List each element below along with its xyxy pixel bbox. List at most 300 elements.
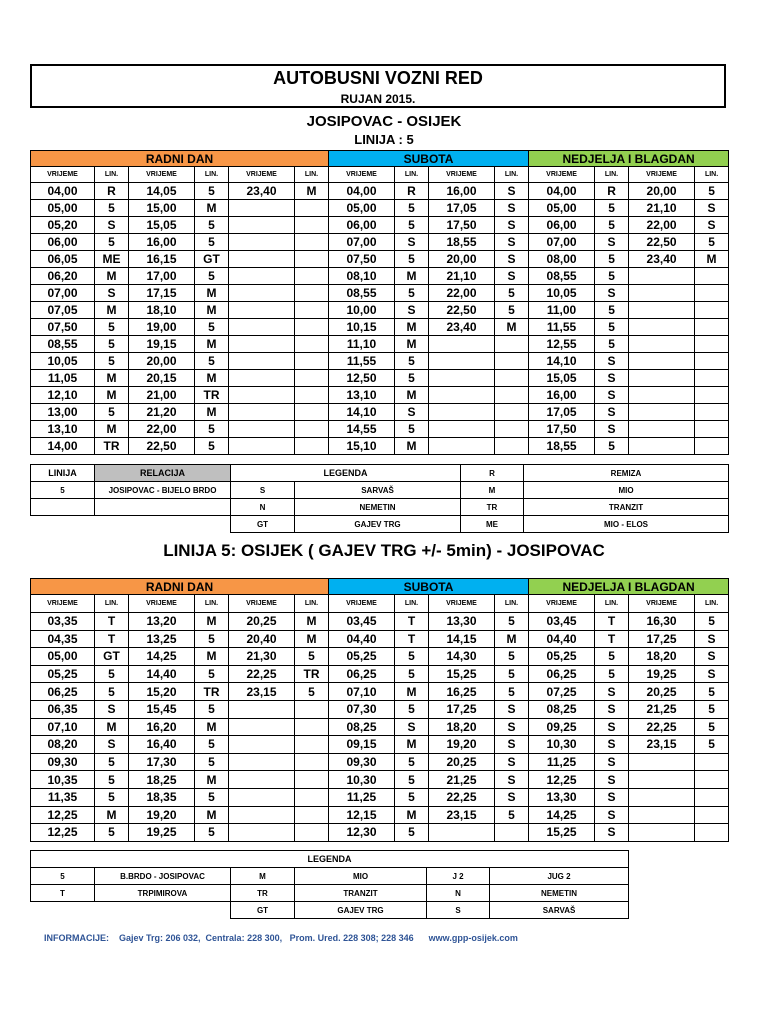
line-code: [695, 353, 729, 370]
line-code: S: [395, 302, 429, 319]
line-code: 5: [595, 251, 629, 268]
col-time: VRIJEME: [31, 167, 95, 183]
table-row: [31, 217, 729, 234]
departure-time: [629, 319, 695, 336]
departure-time: 15,00: [129, 200, 195, 217]
departure-time: 15,20: [129, 683, 195, 701]
col-time: VRIJEME: [429, 167, 495, 183]
departure-time: 20,25: [429, 753, 495, 771]
departure-time: 18,20: [629, 648, 695, 666]
line-code: 5: [595, 217, 629, 234]
line-code: [695, 285, 729, 302]
departure-time: 22,50: [429, 302, 495, 319]
departure-time: 15,45: [129, 700, 195, 718]
line-code: [295, 788, 329, 806]
departure-time: 06,35: [31, 700, 95, 718]
table-row: [31, 700, 729, 718]
departure-time: 05,00: [529, 200, 595, 217]
departure-time: 04,00: [31, 183, 95, 200]
col-line: LIN.: [395, 595, 429, 613]
line-code: [695, 824, 729, 842]
departure-time: 05,00: [31, 648, 95, 666]
line-code: M: [395, 683, 429, 701]
departure-time: 03,45: [329, 613, 395, 631]
line-code: S: [95, 285, 129, 302]
departure-time: 14,00: [31, 438, 95, 455]
departure-time: 23,15: [429, 806, 495, 824]
line-code: M: [395, 319, 429, 336]
legend-code: S: [427, 902, 490, 919]
departure-time: 15,05: [529, 370, 595, 387]
departure-time: 08,20: [31, 736, 95, 754]
route-title: JOSIPOVAC - OSIJEK: [306, 113, 462, 130]
line-code: [295, 438, 329, 455]
departure-time: [229, 387, 295, 404]
table-row: [31, 285, 729, 302]
departure-time: 20,00: [429, 251, 495, 268]
legend-code: N: [231, 499, 295, 516]
departure-time: 14,05: [129, 183, 195, 200]
line-code: 5: [395, 753, 429, 771]
departure-time: [629, 824, 695, 842]
table-row: [31, 370, 729, 387]
line-code: T: [395, 630, 429, 648]
table-row: [31, 683, 729, 701]
line-code: S: [595, 806, 629, 824]
line-code: [695, 771, 729, 789]
departure-time: 13,10: [31, 421, 95, 438]
departure-time: 23,40: [229, 183, 295, 200]
line-code: 5: [95, 753, 129, 771]
col-line: LIN.: [695, 167, 729, 183]
line-code: S: [695, 665, 729, 683]
col-line: LIN.: [95, 167, 129, 183]
line-code: [495, 438, 529, 455]
departure-time: 19,20: [129, 806, 195, 824]
departure-time: 10,00: [329, 302, 395, 319]
line-code: S: [595, 421, 629, 438]
line-code: 5: [195, 753, 229, 771]
line-code: S: [495, 736, 529, 754]
departure-time: 18,25: [129, 771, 195, 789]
table-row: [31, 421, 729, 438]
line-code: [295, 302, 329, 319]
line-code: 5: [195, 234, 229, 251]
line-code: 5: [95, 771, 129, 789]
line-code: S: [595, 771, 629, 789]
legend-code: T: [31, 885, 95, 902]
legend-line-number: 5: [31, 482, 95, 499]
line-code: [695, 387, 729, 404]
departure-time: 19,15: [129, 336, 195, 353]
departure-time: 14,10: [529, 353, 595, 370]
line-code: M: [195, 613, 229, 631]
line-code: S: [595, 736, 629, 754]
departure-time: [629, 336, 695, 353]
departure-time: 18,35: [129, 788, 195, 806]
line-code: S: [495, 234, 529, 251]
line-code: M: [295, 630, 329, 648]
line-code: 5: [195, 353, 229, 370]
line-code: M: [95, 806, 129, 824]
departure-time: 12,25: [31, 806, 95, 824]
departure-time: 06,25: [31, 683, 95, 701]
line-code: 5: [395, 251, 429, 268]
line-code: M: [195, 718, 229, 736]
departure-time: [229, 788, 295, 806]
line-code: M: [95, 268, 129, 285]
departure-time: 10,05: [529, 285, 595, 302]
line-code: 5: [95, 683, 129, 701]
line-code: 5: [95, 353, 129, 370]
departure-time: 13,25: [129, 630, 195, 648]
departure-time: 22,00: [429, 285, 495, 302]
line-code: 5: [495, 665, 529, 683]
departure-time: 08,25: [329, 718, 395, 736]
line-code: 5: [395, 824, 429, 842]
departure-time: [629, 387, 695, 404]
departure-time: [429, 824, 495, 842]
line-code: [495, 353, 529, 370]
departure-time: 04,40: [329, 630, 395, 648]
line-code: M: [295, 613, 329, 631]
sunday-header: NEDJELJA I BLAGDAN: [529, 579, 729, 595]
departure-time: 05,00: [329, 200, 395, 217]
departure-time: [429, 387, 495, 404]
line-code: S: [495, 718, 529, 736]
departure-time: 15,10: [329, 438, 395, 455]
line-code: [495, 824, 529, 842]
line-code: S: [495, 217, 529, 234]
line-code: [295, 285, 329, 302]
departure-time: 07,00: [529, 234, 595, 251]
departure-time: [229, 753, 295, 771]
departure-time: 18,55: [429, 234, 495, 251]
departure-time: 03,35: [31, 613, 95, 631]
departure-time: 21,10: [629, 200, 695, 217]
line-code: 5: [95, 665, 129, 683]
line-code: 5: [395, 421, 429, 438]
line-code: [695, 404, 729, 421]
line-code: GT: [195, 251, 229, 268]
departure-time: 03,45: [529, 613, 595, 631]
departure-time: 05,25: [529, 648, 595, 666]
departure-time: 17,25: [629, 630, 695, 648]
departure-time: 07,00: [31, 285, 95, 302]
legend-meaning: TRPIMIROVA: [95, 885, 231, 902]
departure-time: [429, 421, 495, 438]
col-line: LIN.: [95, 595, 129, 613]
departure-time: 17,50: [529, 421, 595, 438]
line-code: 5: [95, 234, 129, 251]
col-time: VRIJEME: [229, 595, 295, 613]
line-code: [295, 421, 329, 438]
departure-time: 22,25: [629, 718, 695, 736]
line-code: M: [395, 387, 429, 404]
departure-time: [429, 336, 495, 353]
departure-time: 12,10: [31, 387, 95, 404]
legend-code: R: [461, 465, 524, 482]
line-code: [695, 438, 729, 455]
col-time: VRIJEME: [629, 167, 695, 183]
page-title: AUTOBUSNI VOZNI RED: [273, 68, 483, 88]
departure-time: 10,30: [329, 771, 395, 789]
line-code: 5: [695, 613, 729, 631]
col-line: LIN.: [695, 595, 729, 613]
legend-meaning: SARVAŠ: [490, 902, 629, 919]
legend-table-2: [30, 850, 629, 919]
col-line: LIN.: [495, 595, 529, 613]
line-code: M: [495, 630, 529, 648]
line-code: [695, 370, 729, 387]
line-code: 5: [195, 788, 229, 806]
departure-time: 21,00: [129, 387, 195, 404]
line-code: 5: [395, 353, 429, 370]
departure-time: 12,25: [529, 771, 595, 789]
month-label: RUJAN 2015.: [340, 92, 416, 106]
departure-time: 07,10: [31, 718, 95, 736]
line-code: [695, 421, 729, 438]
col-time: VRIJEME: [229, 167, 295, 183]
departure-time: 20,25: [229, 613, 295, 631]
table-row: [31, 648, 729, 666]
line-code: 5: [95, 404, 129, 421]
line-code: 5: [595, 319, 629, 336]
table-row: [31, 665, 729, 683]
table-row: [31, 736, 729, 754]
departure-time: [429, 404, 495, 421]
departure-time: 17,15: [129, 285, 195, 302]
weekday-header: RADNI DAN: [31, 151, 329, 167]
departure-time: [229, 771, 295, 789]
departure-time: 18,10: [129, 302, 195, 319]
col-time: VRIJEME: [329, 595, 395, 613]
line-code: 5: [195, 736, 229, 754]
line-code: 5: [195, 421, 229, 438]
departure-time: 21,30: [229, 648, 295, 666]
line-code: T: [395, 613, 429, 631]
line-code: [695, 319, 729, 336]
departure-time: 08,55: [31, 336, 95, 353]
line-code: S: [395, 404, 429, 421]
col-line: LIN.: [595, 595, 629, 613]
table-row: [31, 251, 729, 268]
table-row: [31, 824, 729, 842]
departure-time: 13,20: [129, 613, 195, 631]
departure-time: 23,40: [429, 319, 495, 336]
line-code: S: [495, 183, 529, 200]
departure-time: 19,00: [129, 319, 195, 336]
table-row: [31, 438, 729, 455]
line-code: M: [195, 771, 229, 789]
departure-time: 09,25: [529, 718, 595, 736]
line-code: 5: [595, 336, 629, 353]
table-row: [31, 788, 729, 806]
departure-time: 06,00: [529, 217, 595, 234]
departure-time: [229, 302, 295, 319]
line-code: S: [395, 234, 429, 251]
departure-time: 18,55: [529, 438, 595, 455]
line-code: 5: [195, 824, 229, 842]
line-code: M: [195, 648, 229, 666]
line-code: [495, 336, 529, 353]
legend-meaning: B.BRDO - JOSIPOVAC: [95, 868, 231, 885]
line-code: [295, 217, 329, 234]
line-code: 5: [595, 200, 629, 217]
departure-time: 22,50: [129, 438, 195, 455]
line-code: M: [195, 302, 229, 319]
line-code: S: [595, 353, 629, 370]
line-code: [495, 404, 529, 421]
departure-time: [629, 771, 695, 789]
legend2-title: LEGENDA: [31, 851, 629, 868]
line-code: M: [195, 404, 229, 421]
line-code: S: [495, 771, 529, 789]
departure-time: 05,20: [31, 217, 95, 234]
line-code: M: [95, 421, 129, 438]
line-code: M: [395, 336, 429, 353]
line-code: 5: [395, 370, 429, 387]
departure-time: 19,25: [629, 665, 695, 683]
line-code: M: [195, 200, 229, 217]
legend-code: TR: [231, 885, 295, 902]
departure-time: 12,15: [329, 806, 395, 824]
line-code: [295, 771, 329, 789]
line-code: 5: [195, 665, 229, 683]
line-code: [695, 806, 729, 824]
table-row: [31, 771, 729, 789]
line-code: S: [595, 788, 629, 806]
departure-time: 23,15: [629, 736, 695, 754]
line-code: T: [595, 613, 629, 631]
line-code: S: [495, 788, 529, 806]
line-code: T: [595, 630, 629, 648]
col-time: VRIJEME: [629, 595, 695, 613]
line-code: M: [395, 268, 429, 285]
legend-code: S: [231, 482, 295, 499]
line-code: 5: [595, 665, 629, 683]
departure-time: 08,00: [529, 251, 595, 268]
departure-time: [629, 788, 695, 806]
departure-time: 21,20: [129, 404, 195, 421]
line-code: [295, 200, 329, 217]
table-row: [31, 387, 729, 404]
legend-meaning: NEMETIN: [295, 499, 461, 516]
departure-time: 22,25: [429, 788, 495, 806]
departure-time: 17,00: [129, 268, 195, 285]
line-code: 5: [195, 700, 229, 718]
line-code: [495, 370, 529, 387]
departure-time: 17,25: [429, 700, 495, 718]
line-code: [695, 302, 729, 319]
table-row: [31, 404, 729, 421]
departure-time: 13,00: [31, 404, 95, 421]
line-code: R: [95, 183, 129, 200]
col-time: VRIJEME: [329, 167, 395, 183]
line-code: 5: [195, 319, 229, 336]
departure-time: 21,10: [429, 268, 495, 285]
legend-meaning: [95, 902, 231, 919]
col-line: LIN.: [195, 167, 229, 183]
departure-time: 06,20: [31, 268, 95, 285]
departure-time: 09,15: [329, 736, 395, 754]
line-code: S: [595, 718, 629, 736]
legend-meaning: TRANZIT: [524, 499, 729, 516]
line-code: 5: [395, 771, 429, 789]
line-code: 5: [295, 648, 329, 666]
line-code: [295, 718, 329, 736]
departure-time: 21,25: [629, 700, 695, 718]
line-code: 5: [395, 700, 429, 718]
departure-time: 16,15: [129, 251, 195, 268]
departure-time: 14,30: [429, 648, 495, 666]
departure-time: 13,30: [529, 788, 595, 806]
departure-time: 06,00: [329, 217, 395, 234]
departure-time: 16,00: [529, 387, 595, 404]
line-code: GT: [95, 648, 129, 666]
departure-time: [629, 438, 695, 455]
line-code: S: [495, 251, 529, 268]
departure-time: 22,50: [629, 234, 695, 251]
departure-time: [229, 234, 295, 251]
departure-time: 19,25: [129, 824, 195, 842]
departure-time: 14,25: [529, 806, 595, 824]
line-code: 5: [495, 302, 529, 319]
line-code: S: [495, 700, 529, 718]
line-code: 5: [495, 613, 529, 631]
departure-time: 06,05: [31, 251, 95, 268]
line-code: 5: [595, 648, 629, 666]
legend-meaning: REMIZA: [524, 465, 729, 482]
line-code: TR: [195, 683, 229, 701]
line-code: 5: [195, 217, 229, 234]
table-row: [31, 806, 729, 824]
departure-time: [229, 285, 295, 302]
departure-time: 08,55: [329, 285, 395, 302]
legend-meaning: SARVAŠ: [295, 482, 461, 499]
legend-code: 5: [31, 868, 95, 885]
line-code: 5: [295, 683, 329, 701]
departure-time: 16,00: [129, 234, 195, 251]
line-code: T: [95, 613, 129, 631]
departure-time: 15,25: [529, 824, 595, 842]
line-code: [295, 753, 329, 771]
departure-time: 20,15: [129, 370, 195, 387]
departure-time: 14,40: [129, 665, 195, 683]
departure-time: [629, 421, 695, 438]
line-code: S: [595, 753, 629, 771]
departure-time: 11,25: [329, 788, 395, 806]
col-time: VRIJEME: [31, 595, 95, 613]
departure-time: 16,40: [129, 736, 195, 754]
info-footer: INFORMACIJE: Gajev Trg: 206 032, Centrala: 228 300, Prom. Ured. 228 308; 228 346 www.gpp-osijek.com: [44, 933, 518, 943]
line-code: M: [95, 718, 129, 736]
legend-code: TR: [461, 499, 524, 516]
legend-relation: JOSIPOVAC - BIJELO BRDO: [95, 482, 231, 499]
departure-time: 19,20: [429, 736, 495, 754]
line-code: [295, 370, 329, 387]
line-code: M: [195, 806, 229, 824]
departure-time: 12,30: [329, 824, 395, 842]
line-code: 5: [95, 200, 129, 217]
departure-time: [629, 268, 695, 285]
departure-time: 08,55: [529, 268, 595, 285]
line-code: S: [595, 404, 629, 421]
line-code: [495, 387, 529, 404]
col-line: LIN.: [595, 167, 629, 183]
line-code: 5: [595, 268, 629, 285]
departure-time: 20,25: [629, 683, 695, 701]
